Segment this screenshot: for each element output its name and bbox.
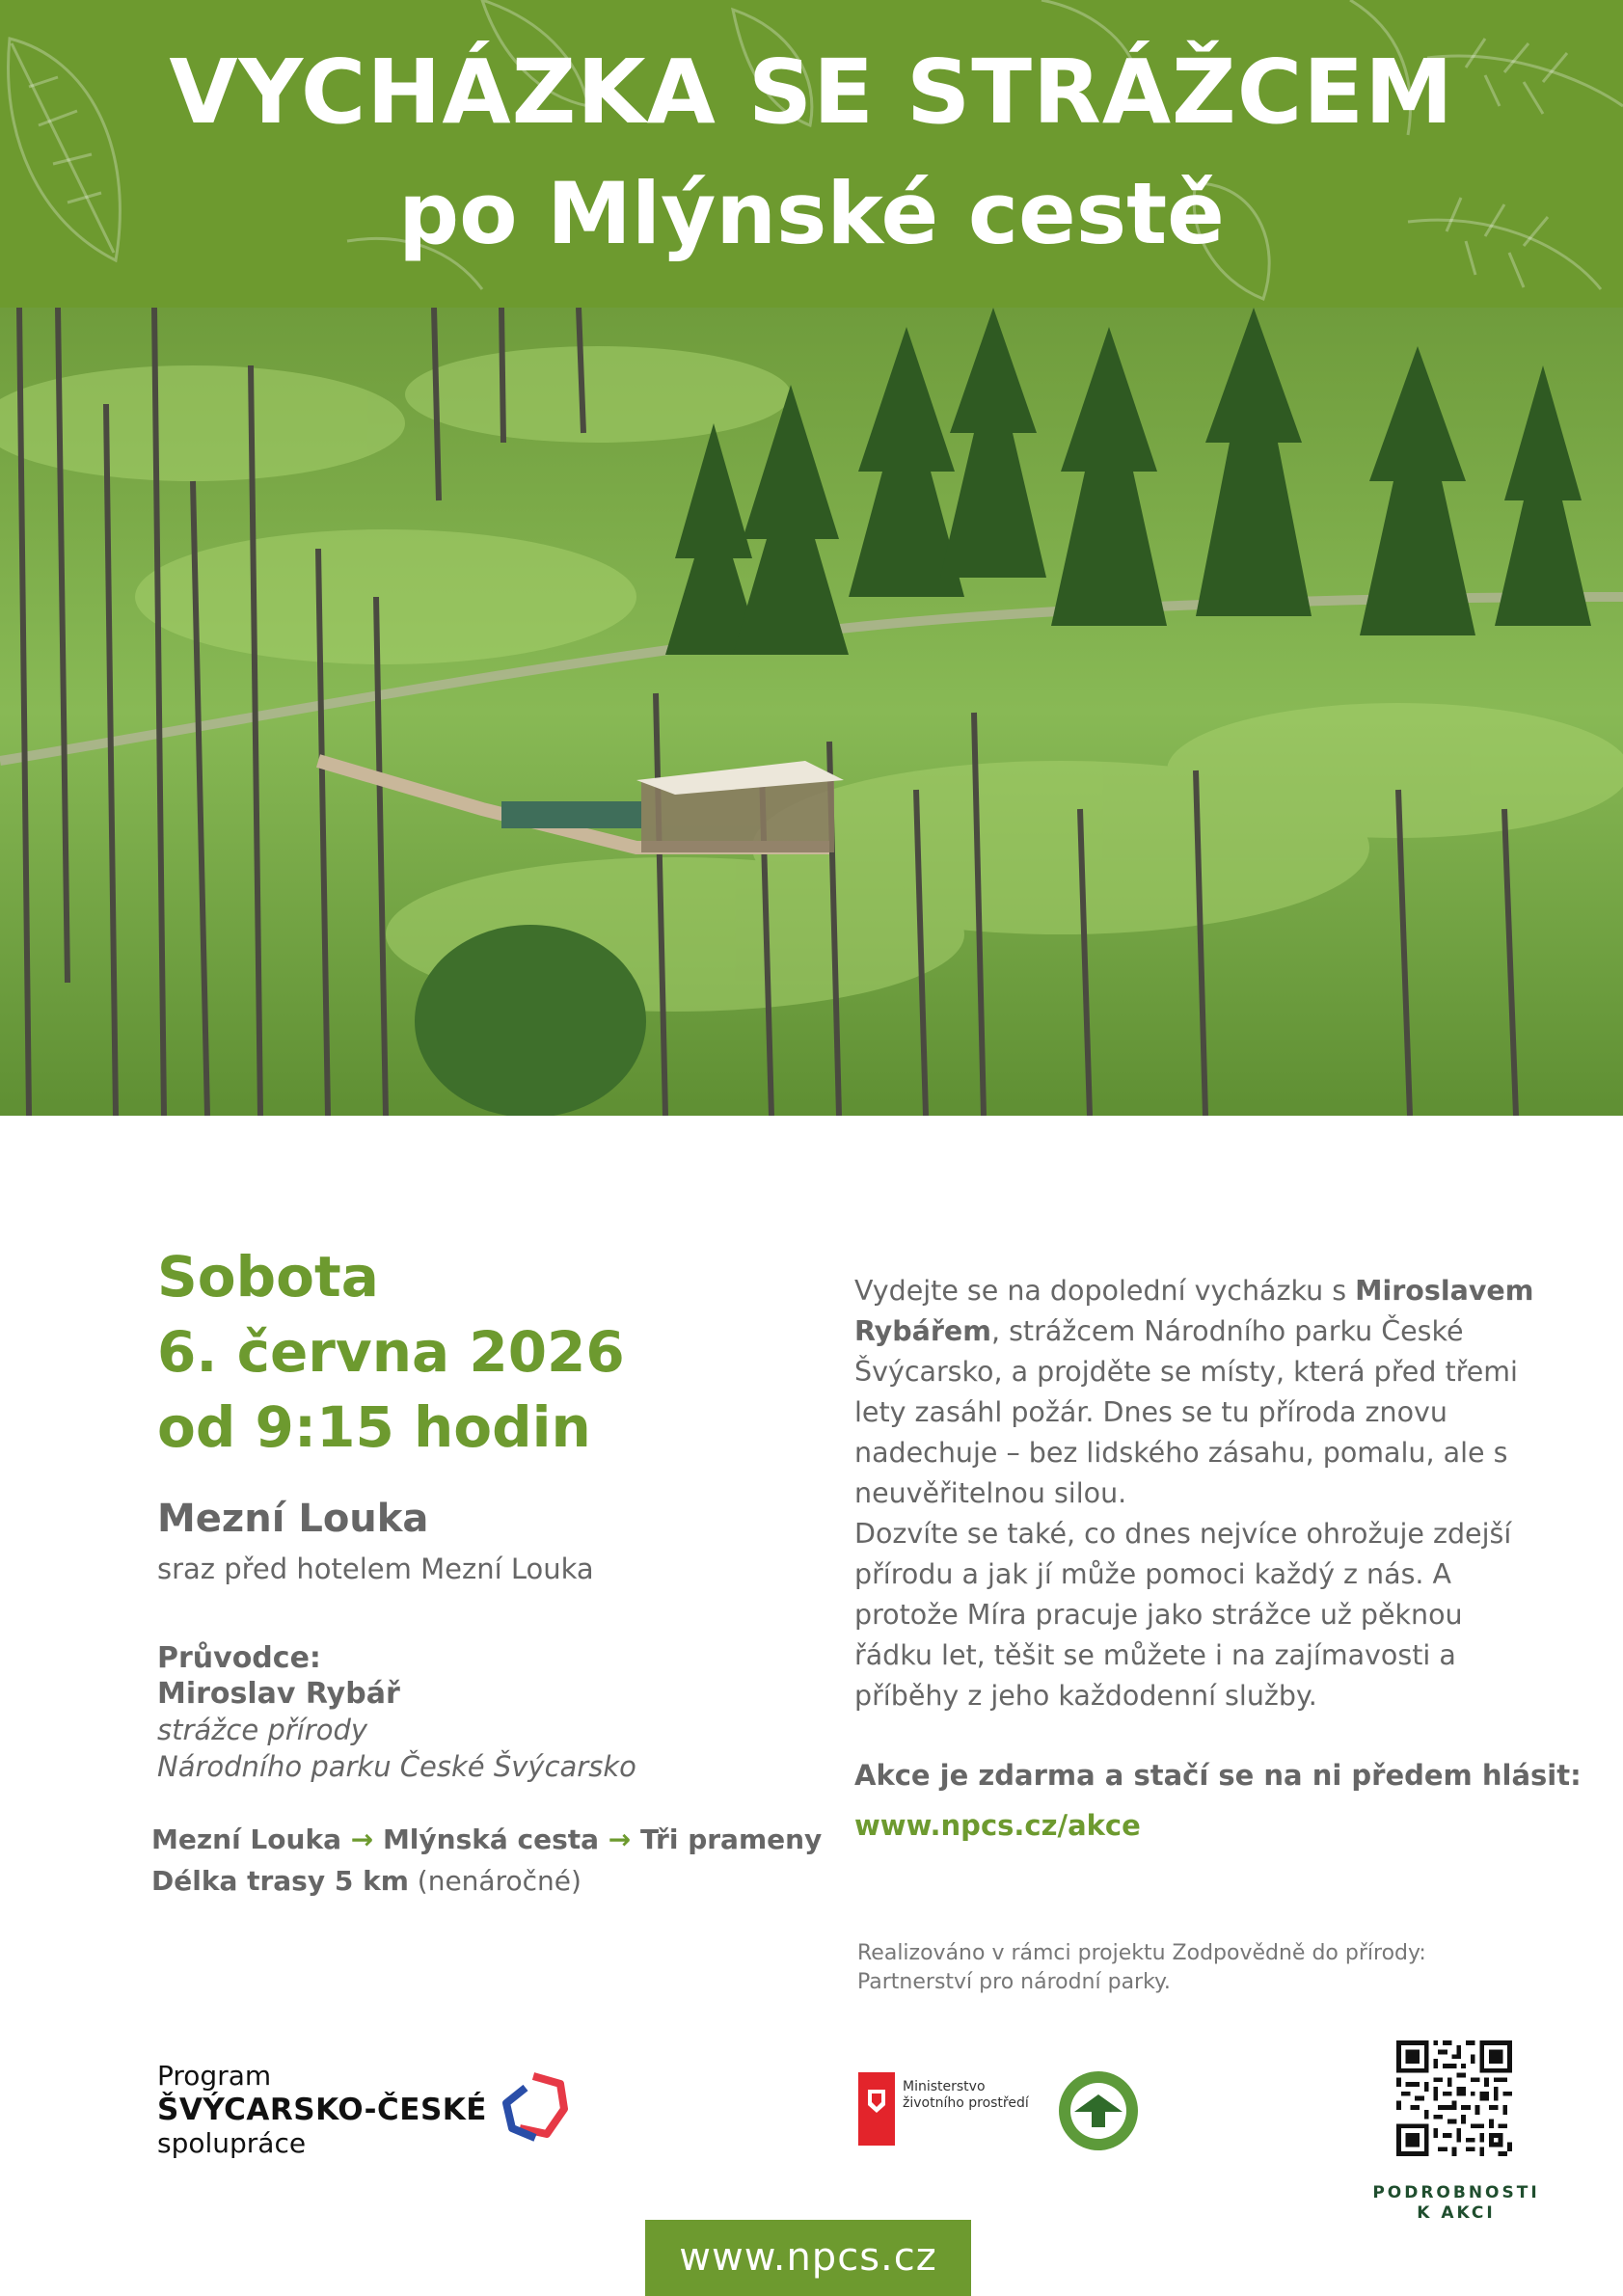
event-datetime — [157, 1239, 625, 1465]
qr-caption: K AKCI — [1417, 2203, 1496, 2223]
registration-link[interactable]: www.npcs.cz/akce — [854, 1809, 1141, 1842]
route-difficulty: (nenáročné) — [408, 1865, 582, 1897]
route-stop: Mezní Louka — [151, 1823, 341, 1855]
route-stop: Tři prameny — [640, 1823, 823, 1855]
website-link[interactable]: www.npcs.cz — [645, 2220, 971, 2296]
project-credit: Realizováno v rámci projektu Zodpovědně do přírody: — [857, 1941, 1426, 1965]
ministry-logo-icon — [858, 2072, 895, 2146]
program-logo — [157, 2061, 487, 2159]
ministry-logo-text — [903, 2079, 1029, 2112]
meeting-point: sraz před hotelem Mezní Louka — [157, 1553, 594, 1585]
project-credit: Partnerství pro národní parky. — [857, 1970, 1171, 1994]
description-paragraph — [854, 1271, 1549, 1514]
guide-organization: Národního parku České Švýcarsko — [157, 1750, 636, 1783]
route-length-value: Délka trasy 5 km — [151, 1865, 409, 1897]
event-title: VYCHÁZKA SE STRÁŽCEM — [169, 41, 1454, 144]
qr-caption: PODROBNOSTI — [1372, 2183, 1540, 2202]
program-logo-line: spolupráce — [157, 2127, 307, 2159]
guide-role: strážce přírody — [157, 1714, 368, 1746]
description-text: , strážcem Národního parku České Švýcarsko, a projděte se místy, která před třemi lety zasáhl požár. Dnes se tu příroda znovu nadechuje – bez lidského zásahu, pomalu, ale s neuvěřitelnou silou. — [854, 1315, 1518, 1509]
national-park-logo-icon — [1057, 2069, 1140, 2152]
program-mark-icon — [497, 2070, 574, 2144]
route-line — [151, 1823, 822, 1855]
program-logo-line: Program — [157, 2060, 272, 2092]
ministry-logo-line: Ministerstvo — [903, 2079, 986, 2094]
event-description — [854, 1271, 1549, 1716]
qr-code-icon[interactable] — [1396, 2040, 1512, 2156]
event-place: Mezní Louka — [157, 1497, 429, 1541]
program-logo-line: ŠVÝCARSKO-ČESKÉ — [157, 2093, 487, 2127]
description-guide-name: Miroslavem Rybářem — [854, 1275, 1534, 1347]
route-length — [151, 1865, 582, 1897]
description-text: Vydejte se na dopolední vycházku s — [854, 1275, 1356, 1307]
guide-heading: Průvodce: — [157, 1641, 321, 1675]
arrow-right-icon: → — [608, 1823, 632, 1855]
arrow-right-icon: → — [350, 1823, 374, 1855]
event-subtitle: po Mlýnské cestě — [398, 164, 1225, 263]
registration-note: Akce je zdarma a stačí se na ni předem hlásit: — [854, 1759, 1582, 1792]
guide-name: Miroslav Rybář — [157, 1677, 400, 1711]
route-stop: Mlýnská cesta — [382, 1823, 600, 1855]
event-date: 6. června 2026 — [157, 1319, 625, 1385]
event-time: od 9:15 hodin — [157, 1394, 591, 1460]
forest-illustration — [0, 308, 1623, 1116]
event-day: Sobota — [157, 1244, 379, 1310]
ministry-logo-line: životního prostředí — [903, 2095, 1029, 2111]
landscape-photo — [0, 308, 1623, 1116]
header-banner — [0, 0, 1623, 308]
description-paragraph: Dozvíte se také, co dnes nejvíce ohrožuje zdejší přírodu a jak jí může pomoci každý z nás. A protože Míra pracuje jako strážce už pěknou řádku let, těšit se můžete i na zajímavosti a příběhy z jeho každodenní služby. — [854, 1518, 1512, 1712]
